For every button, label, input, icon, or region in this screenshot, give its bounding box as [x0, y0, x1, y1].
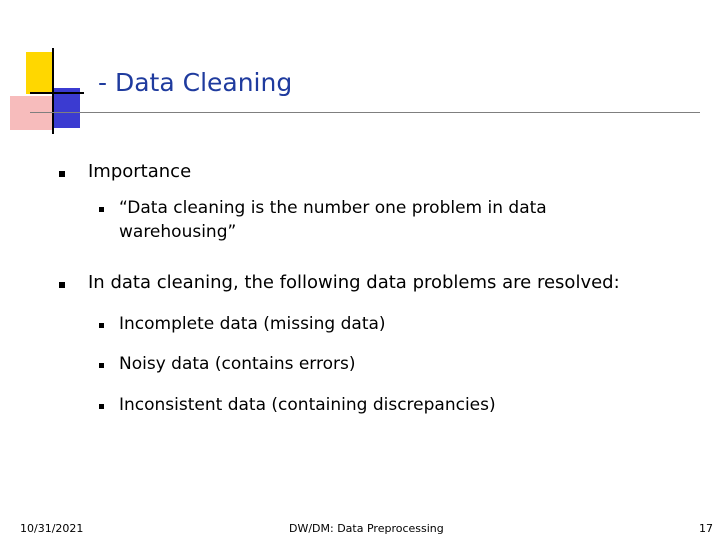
footer-date: 10/31/2021 [20, 522, 84, 535]
sub-bullet-marker [99, 363, 104, 368]
bullet-text: Importance [88, 161, 192, 182]
slide-logo [0, 0, 100, 140]
sub-bullet-text-continued: warehousing” [119, 222, 237, 242]
title-divider [30, 112, 700, 113]
logo-vertical-line [52, 48, 54, 134]
slide-title: - Data Cleaning [98, 68, 293, 97]
sub-bullet-marker [99, 323, 104, 328]
bullet-marker [59, 171, 65, 177]
sub-bullet-text: Inconsistent data (containing discrepancies) [119, 395, 496, 415]
logo-horizontal-line [30, 92, 84, 94]
logo-red-square [10, 96, 54, 130]
sub-bullet-marker [99, 207, 104, 212]
bullet-text: In data cleaning, the following data problems are resolved: [88, 272, 620, 293]
logo-blue-square [54, 88, 80, 128]
sub-bullet-text: Incomplete data (missing data) [119, 314, 386, 334]
bullet-marker [59, 282, 65, 288]
footer-title: DW/DM: Data Preprocessing [289, 522, 444, 535]
sub-bullet-marker [99, 404, 104, 409]
page-number: 17 [699, 522, 713, 535]
sub-bullet-text: “Data cleaning is the number one problem in data [119, 198, 547, 218]
sub-bullet-text: Noisy data (contains errors) [119, 354, 356, 374]
logo-yellow-square [26, 52, 52, 94]
